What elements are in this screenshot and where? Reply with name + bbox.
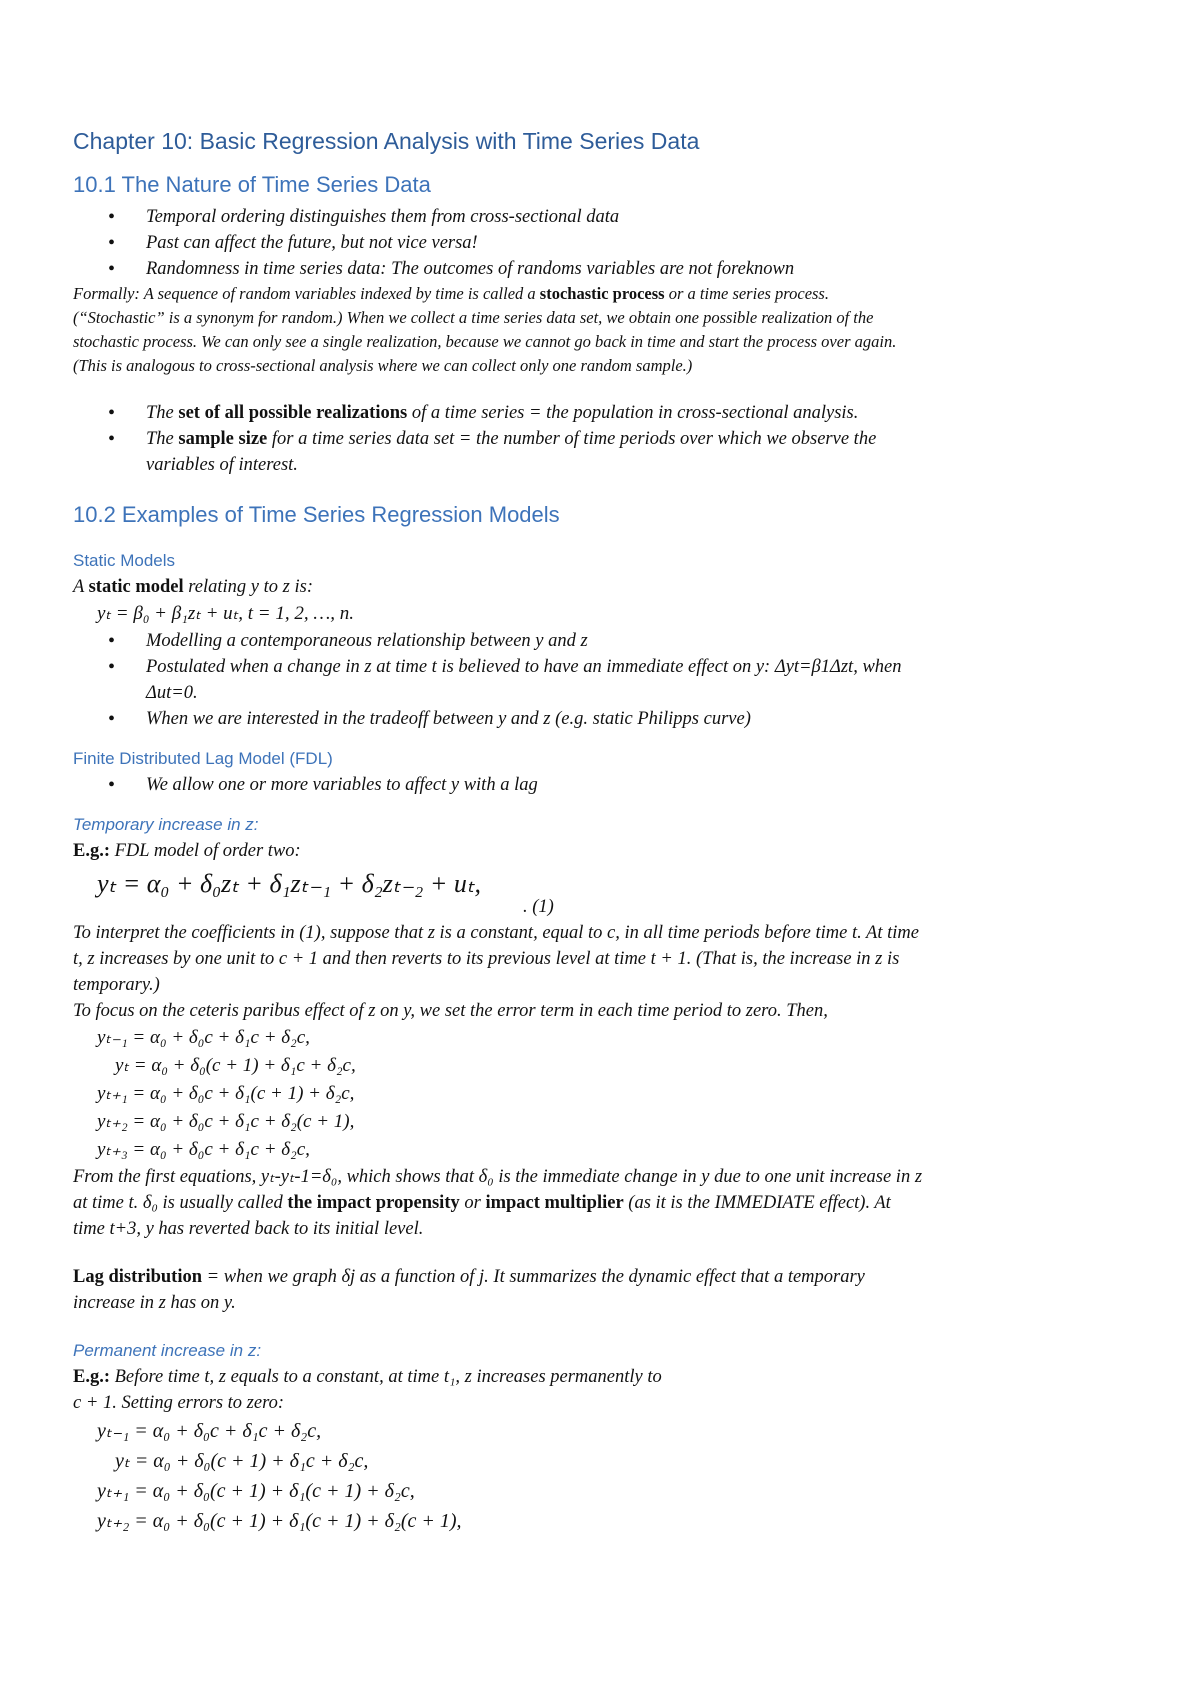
lag-distribution-text: Lag distribution = when we graph δj as a function of j. It summarizes the dynamic effect that a temporary increase in z has on y. [73, 1267, 865, 1313]
chapter-title: Chapter 10: Basic Regression Analysis with Time Series Data [73, 128, 700, 154]
section-heading-10-1: 10.1 The Nature of Time Series Data [73, 172, 431, 197]
equation-line: yₜ₋₁ = α₀ + δ₀c + δ₁c + δ₂c, [97, 1420, 322, 1442]
list-item: • Modelling a contemporaneous relationship between y and z [146, 628, 1133, 654]
bullet-list-intro [73, 204, 1133, 282]
list-item: • Postulated when a change in z at time t is believed to have an immediate effect on y: Δyt=β1Δzt, when Δut=0. [146, 654, 1133, 706]
subheading-temporary-increase: Temporary increase in z: [73, 815, 259, 834]
fdl-example-intro: E.g.: FDL model of order two: [73, 841, 301, 861]
formal-definition: Formally: A sequence of random variables indexed by time is called a stochastic process or a time series process. (“Stochastic” is a synonym for random.) When we collect a time series data set, we obtain one possible realization of the stochastic process. We can only see a single realization, because we cannot go back in time and start the process over again. (This is analogous to cross-sectional analysis where we can collect only one random sample.) [73, 284, 897, 375]
static-model-equation: yₜ = β₀ + β₁zₜ + uₜ, t = 1, 2, …, n. [97, 603, 354, 624]
equation-line: yₜ₊₃ = α₀ + δ₀c + δ₁c + δ₂c, [97, 1139, 310, 1160]
permanent-example-intro: E.g.: Before time t, z equals to a constant, at time t₁, z increases permanently to c + 1. Setting errors to zero: [73, 1367, 662, 1413]
equation-line: yₜ₊₁ = α₀ + δ₀c + δ₁(c + 1) + δ₂c, [97, 1083, 355, 1104]
subheading-permanent-increase: Permanent increase in z: [73, 1341, 262, 1360]
list-item: • Temporal ordering distinguishes them from cross-sectional data [146, 204, 1133, 230]
equation-line: yₜ₋₁ = α₀ + δ₀c + δ₁c + δ₂c, [97, 1027, 310, 1048]
list-item: • We allow one or more variables to affect y with a lag [146, 772, 1133, 798]
temporary-equations [73, 1024, 1133, 1164]
equation-number: . (1) [523, 897, 554, 917]
list-item: • When we are interested in the tradeoff between y and z (e.g. static Philipps curve) [146, 706, 1133, 732]
bullet-list-realizations [73, 400, 1133, 478]
subheading-fdl: Finite Distributed Lag Model (FDL) [73, 749, 333, 768]
subheading-static-models: Static Models [73, 551, 176, 570]
equation-line: yₜ₊₂ = α₀ + δ₀(c + 1) + δ₁(c + 1) + δ₂(c + 1), [97, 1510, 462, 1532]
document-content [73, 120, 1133, 1536]
interpretation-text: To interpret the coefficients in (1), suppose that z is a constant, equal to c, in all time periods before time t. At time t, z increases by one unit to c + 1 and then reverts to its previous level at time t + 1. (That is, the increase in z is temporary.) To focus on the ceteris paribus effect of z on y, we set the error term in each time period to zero. Then, [73, 923, 919, 1021]
equation-line: yₜ = α₀ + δ₀(c + 1) + δ₁c + δ₂c, [115, 1450, 369, 1472]
list-item: • Past can affect the future, but not vice versa! [146, 230, 1133, 256]
list-item: • Randomness in time series data: The outcomes of randoms variables are not foreknown [146, 256, 1133, 282]
section-heading-10-2: 10.2 Examples of Time Series Regression Models [73, 502, 560, 527]
impact-propensity-text: From the first equations, yₜ-yₜ-1=δ₀, which shows that δ₀ is the immediate change in y due to one unit increase in z at time t. δ₀ is usually called the impact propensity or impact multiplier (as it is the IMMEDIATE effect). At time t+3, y has reverted back to its initial level. [73, 1167, 923, 1239]
equation-line: yₜ = α₀ + δ₀(c + 1) + δ₁c + δ₂c, [115, 1055, 356, 1076]
equation-line: yₜ₊₁ = α₀ + δ₀(c + 1) + δ₁(c + 1) + δ₂c, [97, 1480, 415, 1502]
equation-line: yₜ₊₂ = α₀ + δ₀c + δ₁c + δ₂(c + 1), [97, 1111, 355, 1132]
list-item: • The set of all possible realizations of a time series = the population in cross-sectional analysis. [146, 400, 1133, 426]
list-item: • The sample size for a time series data set = the number of time periods over which we observe the variables of interest. [146, 426, 1133, 478]
fdl-equation: yₜ = α₀ + δ₀zₜ + δ₁zₜ₋₁ + δ₂zₜ₋₂ + uₜ, [97, 869, 482, 898]
static-intro: A static model relating y to z is: [73, 577, 313, 597]
bullet-list-static [73, 628, 1133, 732]
bullet-list-fdl [73, 772, 1133, 798]
permanent-equations [73, 1416, 1133, 1536]
